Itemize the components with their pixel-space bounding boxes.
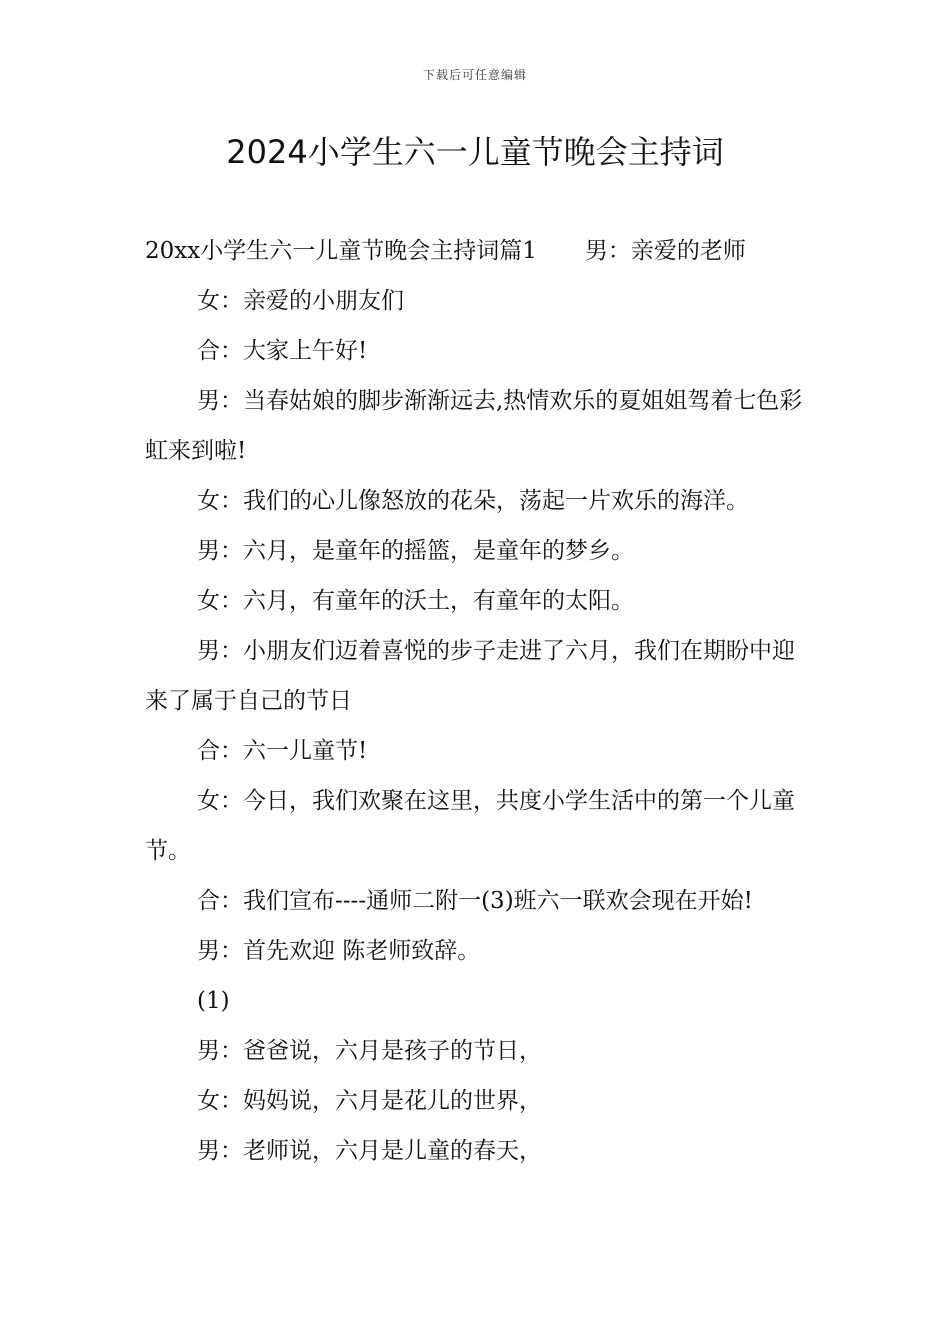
dialogue-paragraph: 合：六一儿童节! bbox=[197, 738, 368, 764]
dialogue-paragraph: 女：今日，我们欢聚在这里，共度小学生活中的第一个儿童节。 bbox=[145, 788, 795, 864]
intro-line bbox=[145, 226, 807, 276]
section-title: 20xx小学生六一儿童节晚会主持词篇1 bbox=[145, 238, 537, 264]
dialogue-paragraph: 男：六月，是童年的摇篮，是童年的梦乡。 bbox=[197, 538, 634, 564]
dialogue-paragraph: (1) bbox=[197, 988, 230, 1014]
dialogue-paragraph: 男：首先欢迎 陈老师致辞。 bbox=[197, 938, 481, 964]
dialogue-paragraph: 女：妈妈说，六月是花儿的世界， bbox=[197, 1088, 542, 1114]
dialogue-paragraph: 男：小朋友们迈着喜悦的步子走进了六月，我们在期盼中迎来了属于自己的节日 bbox=[145, 638, 795, 714]
dialogue-paragraph: 女：亲爱的小朋友们 bbox=[197, 288, 404, 314]
document-body bbox=[145, 226, 807, 1176]
dialogue-paragraph: 男：爸爸说，六月是孩子的节日， bbox=[197, 1038, 542, 1064]
first-dialogue-line: 男：亲爱的老师 bbox=[584, 238, 746, 264]
dialogue-paragraph: 合：我们宣布----通师二附一(3)班六一联欢会现在开始! bbox=[197, 888, 753, 914]
dialogue-paragraph: 男：当春姑娘的脚步渐渐远去,热情欢乐的夏姐姐驾着七色彩虹来到啦! bbox=[145, 388, 803, 464]
document-title: 2024小学生六一儿童节晚会主持词 bbox=[226, 133, 724, 171]
dialogue-paragraph: 女：六月，有童年的沃土，有童年的太阳。 bbox=[197, 588, 634, 614]
dialogue-paragraph: 男：老师说，六月是儿童的春天， bbox=[197, 1138, 542, 1164]
dialogue-paragraph: 合：大家上午好! bbox=[197, 338, 368, 364]
dialogue-paragraph: 女：我们的心儿像怒放的花朵，荡起一片欢乐的海洋。 bbox=[197, 488, 749, 514]
header-note: 下载后可任意编辑 bbox=[422, 68, 527, 82]
